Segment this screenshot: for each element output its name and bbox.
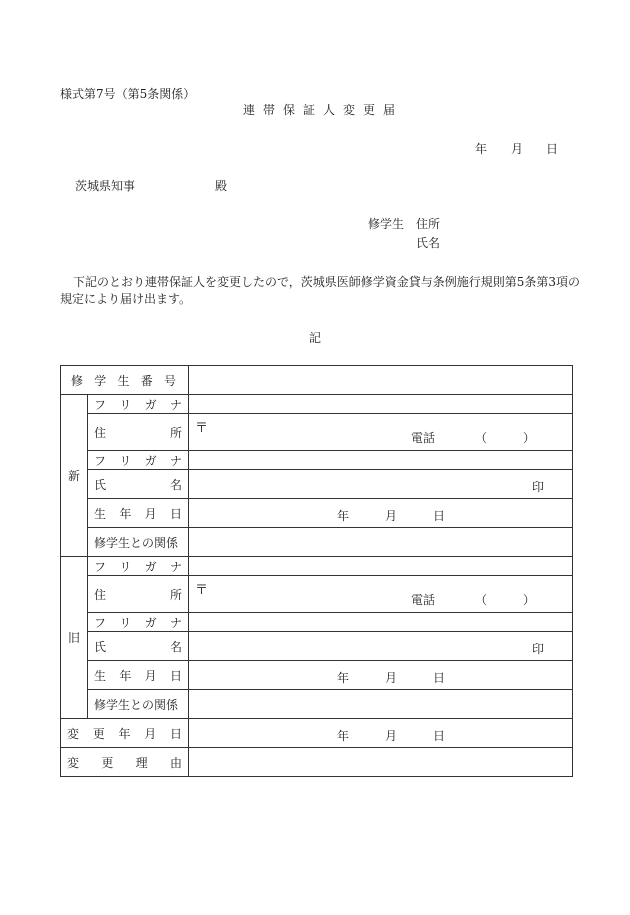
new-address-furigana-field[interactable] xyxy=(189,395,573,414)
label-char: 名 xyxy=(170,477,183,492)
old-birth-label xyxy=(88,661,189,690)
label-char: リ xyxy=(119,397,132,412)
applicant-address-label: 住所 xyxy=(416,217,441,231)
label-char: ガ xyxy=(144,397,157,412)
label-char: 日 xyxy=(170,726,183,741)
old-birth-month: 月 xyxy=(385,671,398,685)
old-relation-text: 修学生との関係 xyxy=(94,697,179,712)
label-char: リ xyxy=(119,615,132,630)
old-address-furigana-field[interactable] xyxy=(189,557,573,576)
new-tel-field[interactable]: （ ） xyxy=(475,431,536,445)
label-char: 所 xyxy=(170,425,183,440)
label-char: 番 xyxy=(140,373,153,388)
change-date-day: 日 xyxy=(433,729,446,743)
change-date-field[interactable] xyxy=(189,719,573,748)
label-char: 更 xyxy=(92,726,105,741)
old-name-label xyxy=(88,632,189,661)
label-char: 理 xyxy=(135,755,148,770)
new-birth-day: 日 xyxy=(433,509,446,523)
change-date-year: 年 xyxy=(337,729,350,743)
change-form-table xyxy=(60,365,573,777)
label-char: 由 xyxy=(169,755,182,770)
applicant-name-label: 氏名 xyxy=(416,236,441,250)
label-char: 生 xyxy=(94,506,107,521)
body-line-2: 規定により届け出ます。 xyxy=(60,292,192,306)
new-side-label: 新 xyxy=(61,395,88,557)
document-title: 連帯保証人変更届 xyxy=(243,103,404,117)
student-no-label xyxy=(71,372,176,389)
ki-label: 記 xyxy=(309,331,322,345)
label-char: 氏 xyxy=(94,477,107,492)
new-address-field[interactable] xyxy=(189,414,573,451)
student-no-field[interactable] xyxy=(189,366,573,395)
old-address-field[interactable] xyxy=(189,576,573,613)
label-char: 更 xyxy=(101,755,114,770)
label-char: 学 xyxy=(94,373,107,388)
label-char: 日 xyxy=(169,506,182,521)
old-birth-text xyxy=(94,667,182,684)
old-address-label xyxy=(88,576,189,613)
label-char: 月 xyxy=(144,726,157,741)
label-char: 月 xyxy=(144,668,157,683)
old-name-text xyxy=(94,638,182,655)
change-reason-field[interactable] xyxy=(189,748,573,777)
change-date-text xyxy=(67,725,182,742)
old-tel-label: 電話 xyxy=(411,593,436,607)
label-char: フ xyxy=(94,559,107,574)
old-relation-label xyxy=(88,690,189,719)
date-month-label: 月 xyxy=(511,142,524,156)
label-char: ナ xyxy=(169,397,182,412)
label-char: リ xyxy=(119,559,132,574)
label-char: 住 xyxy=(94,425,107,440)
label-char: ナ xyxy=(169,559,182,574)
change-reason-text xyxy=(67,754,182,771)
label-char: リ xyxy=(119,453,132,468)
new-address-label xyxy=(88,414,189,451)
old-furigana-name-text xyxy=(94,614,182,631)
old-address-text xyxy=(94,586,182,603)
new-name-text xyxy=(94,476,182,493)
label-char: 年 xyxy=(119,668,132,683)
new-birth-text xyxy=(94,505,182,522)
label-char: 生 xyxy=(94,668,107,683)
body-line-1: 下記のとおり連帯保証人を変更したので，茨城県医師修学資金貸与条例施行規則第5条第3項の xyxy=(73,275,581,289)
old-birth-field[interactable] xyxy=(189,661,573,690)
label-char: 修 xyxy=(71,373,84,388)
new-furigana-address-label xyxy=(88,395,189,414)
new-seal-mark: 印 xyxy=(532,480,545,494)
new-name-field[interactable] xyxy=(189,470,573,499)
old-name-field[interactable] xyxy=(189,632,573,661)
old-tel-field[interactable]: （ ） xyxy=(475,593,536,607)
old-furigana-address-label xyxy=(88,557,189,576)
label-char: 年 xyxy=(118,726,131,741)
change-reason-label xyxy=(61,748,189,777)
label-char: 生 xyxy=(117,373,130,388)
new-furigana-name-text xyxy=(94,452,182,469)
change-date-label xyxy=(61,719,189,748)
label-char: フ xyxy=(94,615,107,630)
table-row-student-no xyxy=(61,366,573,395)
label-char: ガ xyxy=(144,559,157,574)
label-char: ガ xyxy=(144,615,157,630)
date-day-label: 日 xyxy=(546,142,559,156)
new-name-label xyxy=(88,470,189,499)
label-char: フ xyxy=(94,397,107,412)
label-char: 名 xyxy=(170,639,183,654)
label-char: ナ xyxy=(169,453,182,468)
new-birth-year: 年 xyxy=(337,509,350,523)
label-char: 変 xyxy=(67,755,80,770)
old-seal-mark: 印 xyxy=(532,642,545,656)
new-relation-text: 修学生との関係 xyxy=(94,535,179,550)
new-relation-field[interactable] xyxy=(189,528,573,557)
label-char: 月 xyxy=(144,506,157,521)
new-relation-label xyxy=(88,528,189,557)
old-postal-mark: 〒 xyxy=(195,583,209,598)
addressee-name: 茨城県知事 xyxy=(75,179,136,193)
student-no-label-cell xyxy=(61,366,189,395)
new-birth-label xyxy=(88,499,189,528)
label-char: ナ xyxy=(169,615,182,630)
new-tel-label: 電話 xyxy=(411,431,436,445)
new-birth-month: 月 xyxy=(385,509,398,523)
new-furigana-address-text xyxy=(94,396,182,413)
form-number: 様式第7号（第5条関係） xyxy=(60,87,196,101)
label-char: 号 xyxy=(164,373,177,388)
new-address-text xyxy=(94,424,182,441)
student-no-text xyxy=(71,372,176,389)
date-year-label: 年 xyxy=(475,142,488,156)
label-char: 変 xyxy=(67,726,80,741)
old-name-furigana-field[interactable] xyxy=(189,613,573,632)
label-char: 所 xyxy=(170,587,183,602)
change-date-month: 月 xyxy=(385,729,398,743)
applicant-role: 修学生 xyxy=(368,217,405,231)
old-birth-year: 年 xyxy=(337,671,350,685)
label-char: 年 xyxy=(119,506,132,521)
label-char: 日 xyxy=(169,668,182,683)
new-birth-field[interactable] xyxy=(189,499,573,528)
label-char: 住 xyxy=(94,587,107,602)
old-furigana-name-label xyxy=(88,613,189,632)
new-furigana-name-label xyxy=(88,451,189,470)
new-postal-mark: 〒 xyxy=(195,421,209,436)
new-name-furigana-field[interactable] xyxy=(189,451,573,470)
old-birth-day: 日 xyxy=(433,671,446,685)
old-side-label: 旧 xyxy=(61,557,88,719)
addressee-honorific: 殿 xyxy=(215,179,228,193)
label-char: 氏 xyxy=(94,639,107,654)
old-furigana-address-text xyxy=(94,558,182,575)
label-char: ガ xyxy=(144,453,157,468)
old-relation-field[interactable] xyxy=(189,690,573,719)
label-char: フ xyxy=(94,453,107,468)
